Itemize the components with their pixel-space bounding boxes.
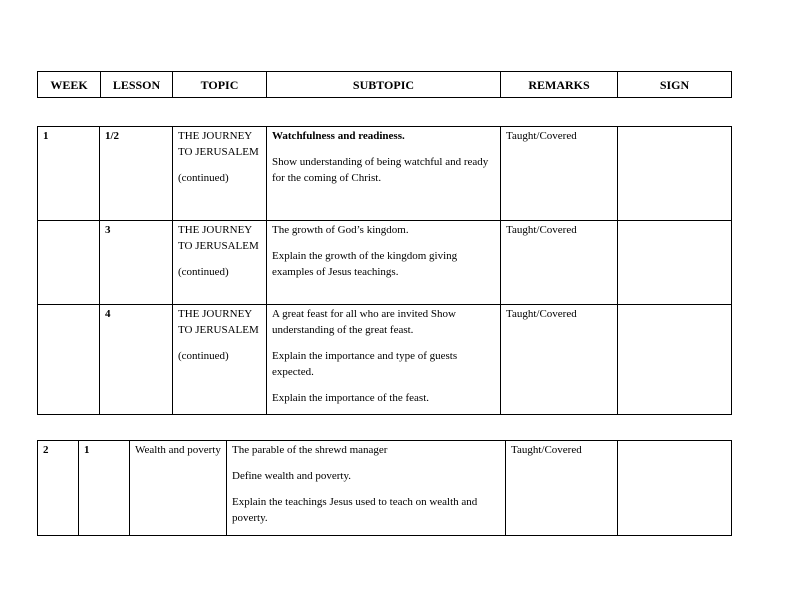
week2-table — [37, 440, 732, 536]
week-number — [38, 221, 100, 305]
topic-cell — [173, 305, 267, 415]
subtopic-title: Watchfulness and readiness. — [272, 130, 405, 142]
topic-cell — [173, 221, 267, 305]
table-row — [38, 305, 732, 415]
remarks-cell: Taught/Covered — [501, 127, 618, 221]
lesson-number: 1/2 — [100, 127, 173, 221]
remarks-cell: Taught/Covered — [501, 221, 618, 305]
subtopic-title: The parable of the shrewd manager — [232, 444, 388, 456]
subtopic-line: Explain the teachings Jesus used to teach on wealth and poverty. — [232, 496, 478, 524]
week1-table — [37, 126, 732, 415]
subtopic-line: Show understanding of being watchful and ready for the coming of Christ. — [272, 156, 489, 184]
header-sign: SIGN — [618, 72, 732, 98]
header-table — [37, 71, 732, 98]
table-row — [38, 441, 732, 536]
lesson-number: 1 — [79, 441, 130, 536]
table-row — [38, 127, 732, 221]
subtopic-line: Explain the growth of the kingdom giving examples of Jesus teachings. — [272, 250, 458, 278]
sign-cell — [618, 441, 732, 536]
subtopic-cell — [267, 127, 501, 221]
topic-note: (continued) — [178, 172, 229, 184]
table-row — [38, 221, 732, 305]
sign-cell — [618, 221, 732, 305]
week-number: 1 — [38, 127, 100, 221]
remarks-cell: Taught/Covered — [501, 305, 618, 415]
subtopic-cell — [227, 441, 506, 536]
header-subtopic: SUBTOPIC — [267, 72, 501, 98]
remarks-cell: Taught/Covered — [506, 441, 618, 536]
subtopic-cell — [267, 305, 501, 415]
header-lesson: LESSON — [101, 72, 173, 98]
sign-cell — [618, 127, 732, 221]
header-topic: TOPIC — [173, 72, 267, 98]
header-row — [38, 72, 732, 98]
subtopic-line: Explain the importance and type of guests expected. — [272, 350, 458, 378]
subtopic-line: Define wealth and poverty. — [232, 470, 352, 482]
topic-text: THE JOURNEY TO JERUSALEM — [178, 130, 259, 158]
topic-cell — [173, 127, 267, 221]
topic-note: (continued) — [178, 266, 229, 278]
subtopic-title: The growth of God’s kingdom. — [272, 224, 409, 236]
topic-text: THE JOURNEY TO JERUSALEM — [178, 224, 259, 252]
topic-text: Wealth and poverty — [135, 444, 221, 456]
week-number — [38, 305, 100, 415]
subtopic-cell — [267, 221, 501, 305]
topic-note: (continued) — [178, 350, 229, 362]
subtopic-title: A great feast for all who are invited Show understanding of the great feast. — [272, 308, 456, 336]
lesson-number: 4 — [100, 305, 173, 415]
header-week: WEEK — [38, 72, 101, 98]
topic-text: THE JOURNEY TO JERUSALEM — [178, 308, 259, 336]
sign-cell — [618, 305, 732, 415]
subtopic-line: Explain the importance of the feast. — [272, 392, 429, 404]
topic-cell — [130, 441, 227, 536]
week-number: 2 — [38, 441, 79, 536]
header-remarks: REMARKS — [501, 72, 618, 98]
lesson-number: 3 — [100, 221, 173, 305]
